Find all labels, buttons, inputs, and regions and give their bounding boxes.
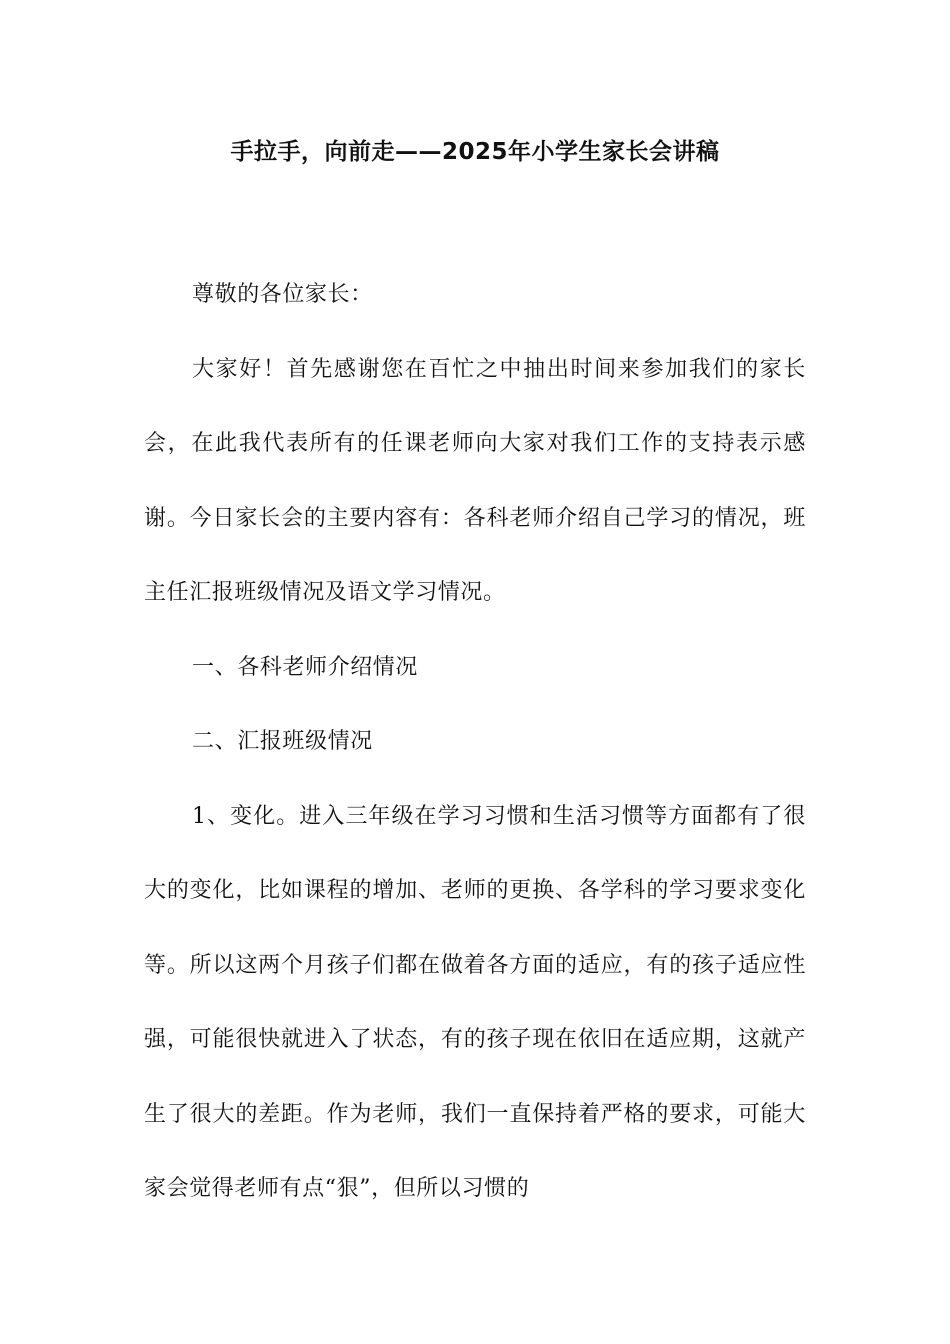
document-body — [144, 258, 806, 1227]
section-heading-1: 一、各科老师介绍情况 — [192, 654, 419, 680]
salutation: 尊敬的各位家长： — [192, 282, 373, 307]
section-heading-2: 二、汇报班级情况 — [192, 729, 373, 754]
paragraph-greeting: 大家好！首先感谢您在百忙之中抽出时间来参加我们的家长会，在此我代表所有的任课老师向大家对我们工作的支持表示感谢。今日家长会的主要内容有：各科老师介绍自己学习的情况，班主任汇报班级情况及语文学习情况。 — [144, 356, 806, 605]
paragraph-changes: 1、变化。进入三年级在学习习惯和生活习惯等方面都有了很大的变化，比如课程的增加、老师的更换、各学科的学习要求变化等。所以这两个月孩子们都在做着各方面的适应，有的孩子适应性强，可能很快就进入了状态，有的孩子现在依旧在适应期，这就产生了很大的差距。作为老师，我们一直保持着严格的要求，可能大家会觉得老师有点“狠”，但所以习惯的 — [144, 803, 806, 1201]
document-title: 手拉手，向前走——2025年小学生家长会讲稿 — [230, 139, 720, 165]
